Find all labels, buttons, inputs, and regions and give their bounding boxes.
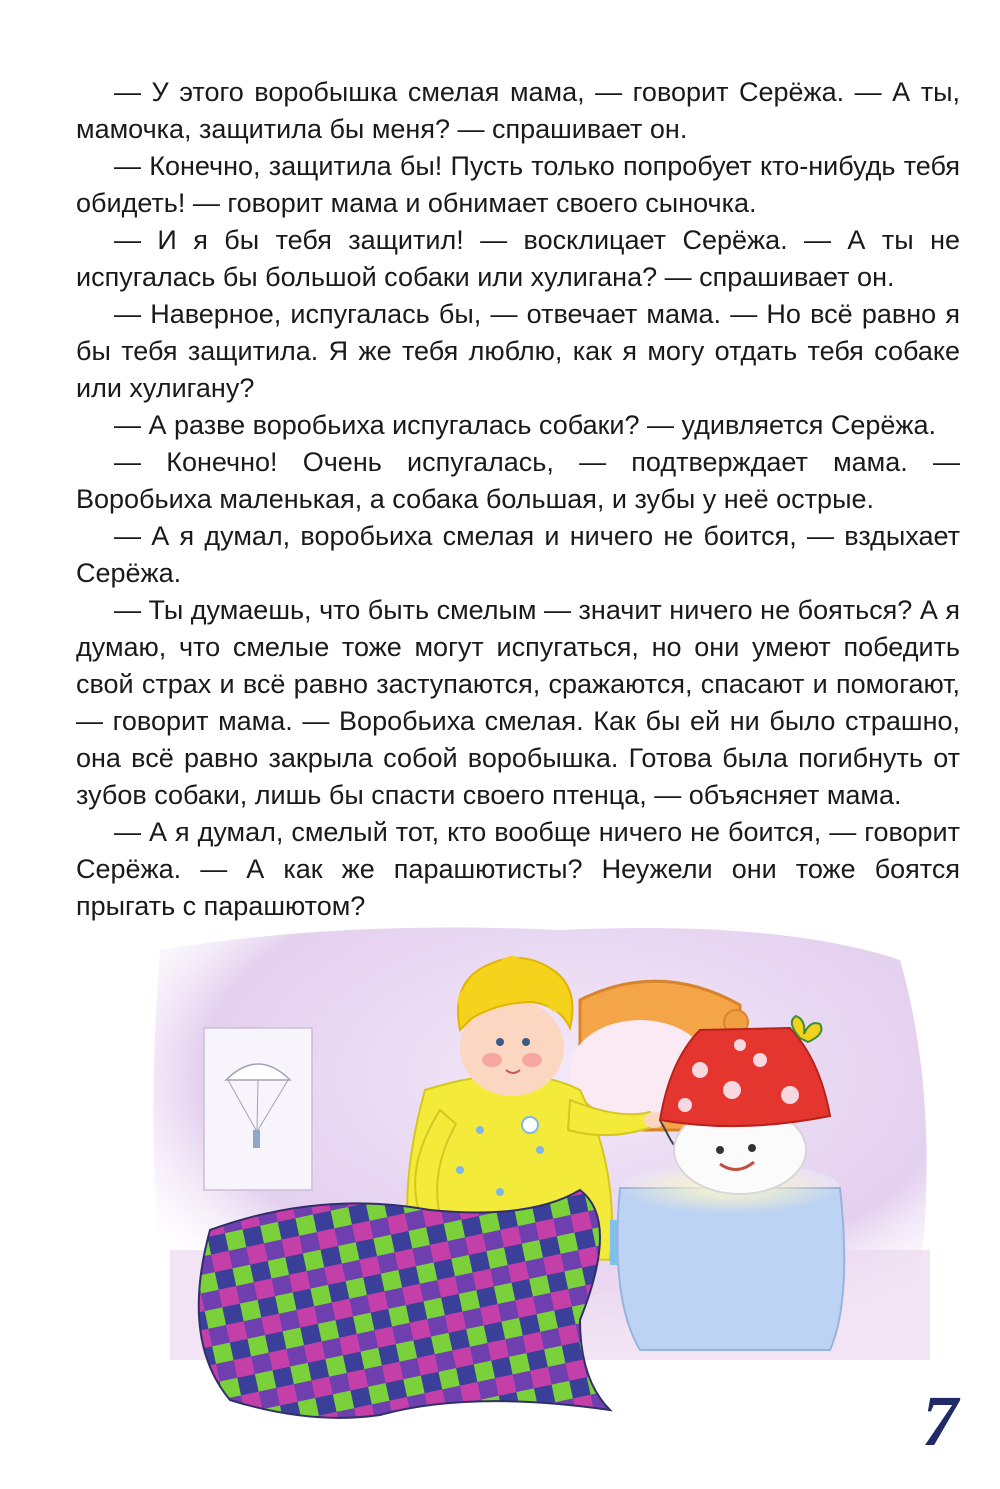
illustration-canvas [140,920,980,1440]
paragraph: — А я думал, смелый тот, кто вообще ничего не боится, — говорит Серёжа. — А как же парашютисты? Неужели они тоже боятся прыгать с парашютом? [76,817,960,921]
paragraph: — У этого воробышка смелая мама, — говорит Серёжа. — А ты, мамочка, защитила бы меня? — спрашивает он. [76,77,960,144]
paragraph: — И я бы тебя защитил! — восклицает Серёжа. — А ты не испугалась бы большой собаки или хулигана? — спрашивает он. [76,225,960,292]
paragraph: — Наверное, испугалась бы, — отвечает мама. — Но всё равно я бы тебя защитила. Я же тебя люблю, как я могу отдать тебя собаке или хулигану? [76,299,960,403]
paragraph: — А я думал, воробьиха смелая и ничего не боится, — вздыхает Серёжа. [76,521,960,588]
bedroom-illustration [140,920,980,1440]
paragraph: — Конечно! Очень испугалась, — подтверждает мама. — Воробьиха маленькая, а собака большая, и зубы у неё острые. [76,447,960,514]
paragraph: — А разве воробьиха испугалась собаки? — удивляется Серёжа. [114,410,936,440]
paragraph: — Ты думаешь, что быть смелым — значит ничего не бояться? А я думаю, что смелые тоже могут испугаться, но они умеют победить свой страх и всё равно заступаются, сражаются, спасают и помогают, — говорит мама. — Воробьиха смелая. Как бы ей ни было страшно, она всё равно закрыла собой воробышка. Готова была погибнуть от зубов собаки, лишь бы спасти своего птенца, — объясняет мама. [76,595,960,810]
paragraph: — Конечно, защитила бы! Пусть только попробует кто-нибудь тебя обидеть! — говорит мама и обнимает своего сыночка. [76,151,960,218]
page-number: 7 [922,1381,958,1461]
parachute-picture [204,1028,312,1190]
patchwork-quilt [199,1190,610,1418]
story-text [76,74,960,925]
